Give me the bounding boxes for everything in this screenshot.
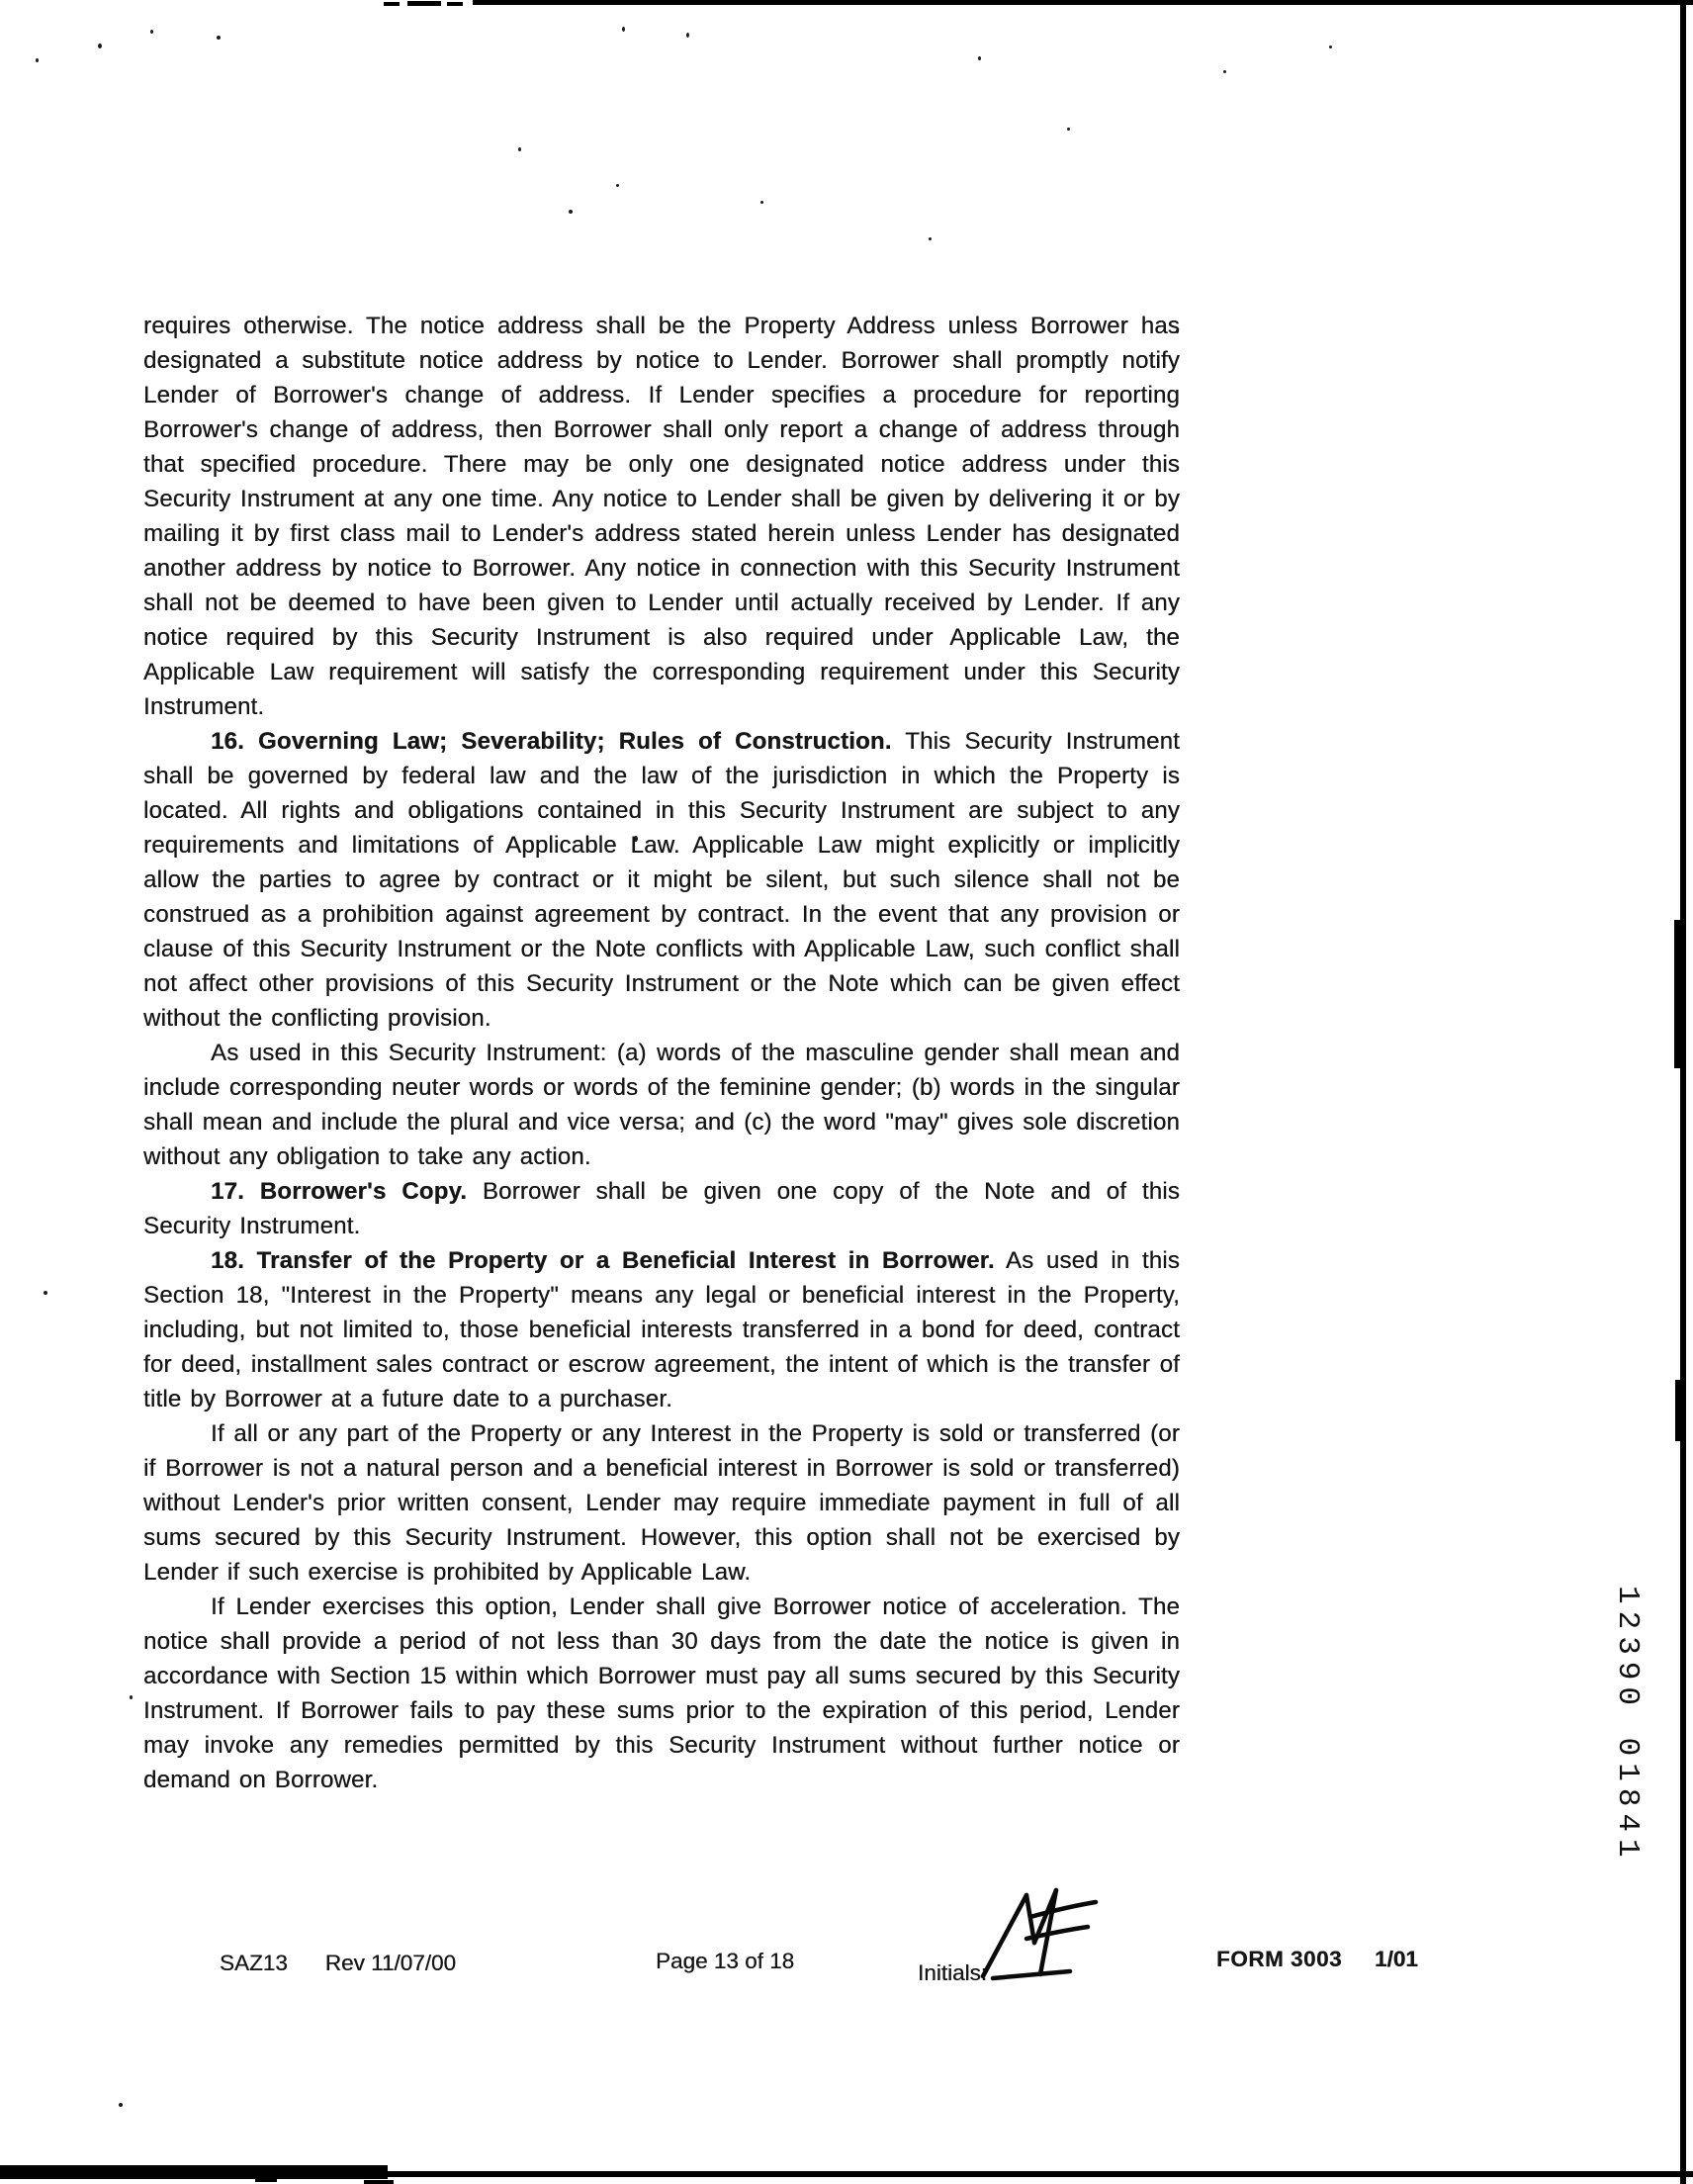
paragraph-section-16: [143, 724, 1180, 1036]
paragraph-transfer-consent: [143, 1416, 1180, 1590]
revision-date: Rev 11/07/00: [324, 1951, 456, 1975]
scan-speck: [119, 2103, 123, 2107]
scan-speck: [929, 237, 932, 240]
scan-edge-dash: [255, 2178, 277, 2182]
section-16-heading: 16. Governing Law; Severability; Rules of Construction.: [211, 728, 892, 755]
scan-speck: [217, 36, 221, 40]
handwritten-initials-icon: [977, 1881, 1130, 1985]
footer-doc-code: [220, 1951, 456, 1976]
scan-edge-dash: [364, 2180, 394, 2184]
scan-edge-dash: [447, 2, 463, 6]
scan-edge-line-right: [1680, 0, 1686, 2184]
scan-speck: [1067, 128, 1070, 131]
scan-speck: [150, 30, 153, 34]
scan-speck: [130, 1695, 133, 1699]
bates-number: 12390 01841: [1610, 1586, 1645, 1865]
form-version: 1/01: [1375, 1947, 1418, 1971]
scan-edge-blob: [1674, 920, 1686, 1068]
form-number: FORM 3003: [1216, 1947, 1343, 1971]
scan-speck: [98, 44, 102, 48]
scan-edge-line-bottom: [0, 2171, 1693, 2177]
scan-speck: [622, 27, 625, 32]
section-18-heading: 18. Transfer of the Property or a Beneficial Interest in Borrower.: [211, 1247, 995, 1274]
doc-code: SAZ13: [220, 1951, 288, 1975]
scan-edge-blob: [1675, 1380, 1685, 1441]
paragraph-section-17: [143, 1174, 1180, 1243]
scan-speck: [760, 201, 763, 204]
scan-speck: [1329, 46, 1332, 48]
paragraph-text: This Security Instrument shall be governed by federal law and the law of the jurisdiction in which the Property is located. All rights and obligations contained in this Security Instrument are subject to any requirements and limitations of Applicable Law. Applicable Law might explicitly or implicitly allow the parties to agree by contract or it might be silent, but such silence shall not be construed as a prohibition against agreement by contract. In the event that any provision or clause of this Security Instrument or the Note conflicts with Applicable Law, such conflict shall not affect other provisions of this Security Instrument or the Note which can be given effect without the conflicting provision.: [143, 728, 1181, 1032]
section-17-heading: 17. Borrower's Copy.: [211, 1178, 468, 1205]
initials-label: Initials:: [918, 1960, 988, 1985]
scan-speck: [978, 56, 981, 60]
paragraph-acceleration-notice: [143, 1590, 1180, 1797]
paragraph-text: requires otherwise. The notice address shall be the Property Address unless Borrower has designated a substitute notice address by notice to Lender. Borrower shall promptly notify Lender of Borrower's change of address. If Lender specifies a procedure for reporting Borrower's change of address, then Borrower shall only report a change of address through that specified procedure. There may be only one designated notice address under this Security Instrument at any one time. Any notice to Lender shall be given by delivering it or by mailing it by first class mail to Lender's address stated herein unless Lender has designated another address by notice to Borrower. Any notice in connection with this Security Instrument shall not be deemed to have been given to Lender until actually received by Lender. If any notice required by this Security Instrument is also required under Applicable Law, the Applicable Law requirement will satisfy the corresponding requirement under this Security Instrument.: [143, 313, 1180, 720]
scan-speck: [1223, 70, 1226, 73]
paragraph-notices-continuation: [143, 309, 1180, 724]
paragraph-text: As used in this Security Instrument: (a) words of the masculine gender shall mean and include corresponding neuter words or words of the feminine gender; (b) words in the singular shall mean and include the plural and vice versa; and (c) the word "may" gives sole discretion without any obligation to take any action.: [143, 1040, 1180, 1170]
page-number: Page 13 of 18: [656, 1949, 795, 1973]
legal-text-block: [143, 309, 1180, 1797]
scan-edge-line-top: [473, 0, 1693, 5]
scan-speck: [686, 33, 689, 38]
scan-edge-dash: [384, 2, 400, 6]
paragraph-text: If Lender exercises this option, Lender shall give Borrower notice of acceleration. The notice shall provide a period of not less than 30 days from the date the notice is given in accordance with Section 15 within which Borrower must pay all sums secured by this Security Instrument. If Borrower fails to pay these sums prior to the expiration of this period, Lender may invoke any remedies permitted by this Security Instrument without further notice or demand on Borrower.: [143, 1593, 1180, 1793]
scan-edge-dash: [407, 1, 441, 6]
scan-speck: [44, 1291, 47, 1295]
paragraph-text: If all or any part of the Property or any Interest in the Property is sold or transferred (or if Borrower is not a natural person and a beneficial interest in Borrower is sold or transferred) without Lender's prior written consent, Lender may require immediate payment in full of all sums secured by this Security Instrument. However, this option shall not be exercised by Lender if such exercise is prohibited by Applicable Law.: [143, 1420, 1180, 1586]
paragraph-section-18: [143, 1243, 1180, 1416]
scan-speck: [569, 210, 573, 214]
scan-speck: [36, 58, 39, 62]
paragraph-text: As used in this Section 18, "Interest in the Property" means any legal or beneficial interest in the Property, including, but not limited to, those beneficial interests transferred in a bond for deed, contract for deed, installment sales contract or escrow agreement, the intent of which is the transfer of title by Borrower at a future date to a purchaser.: [143, 1247, 1180, 1412]
paragraph-construction-rules: [143, 1036, 1180, 1174]
scan-speck: [616, 184, 619, 187]
paragraph-text: Borrower shall be given one copy of the Note and of this Security Instrument.: [143, 1178, 1180, 1239]
scan-speck: [518, 147, 521, 151]
